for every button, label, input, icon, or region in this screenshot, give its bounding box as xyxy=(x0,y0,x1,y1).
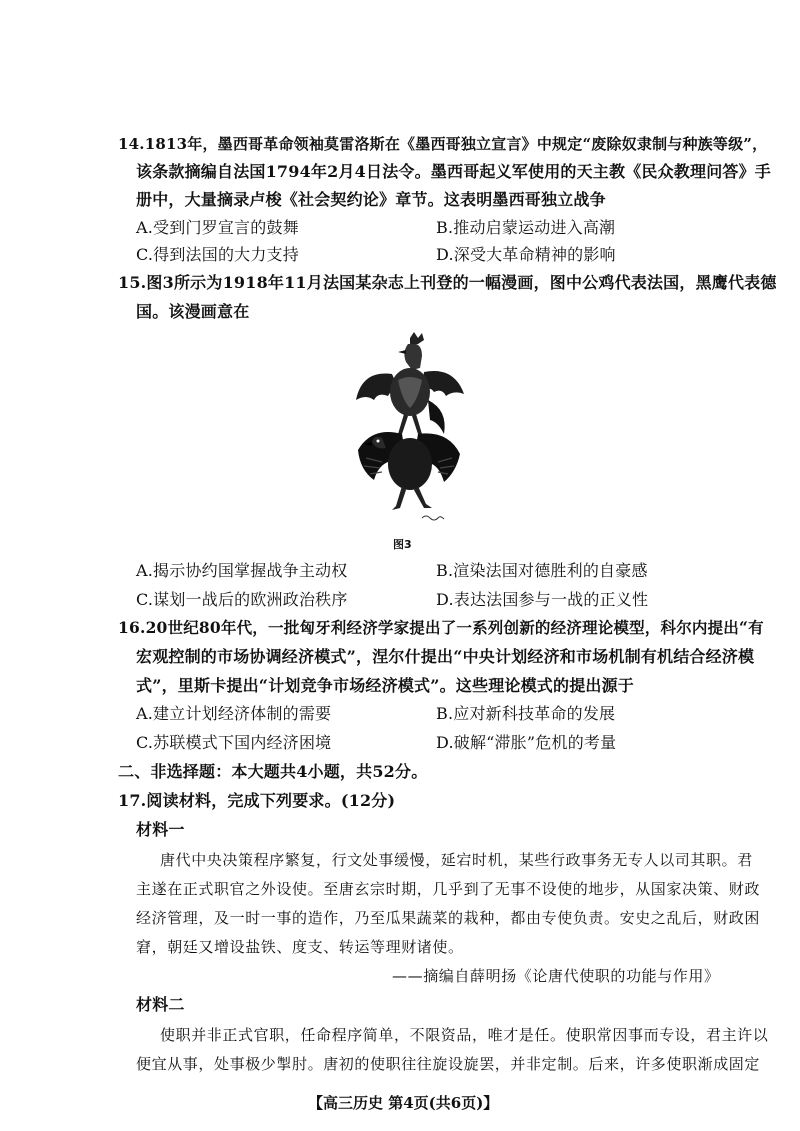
figure-caption: 图3 xyxy=(393,538,412,551)
q16-option-d: D.破解“滞胀”危机的考量 xyxy=(436,733,617,752)
material-1-title: 材料一 xyxy=(136,820,185,839)
material-2-title: 材料二 xyxy=(136,995,185,1014)
q16-stem-line-3: 式”，里斯卡提出“计划竞争市场经济模式”。这些理论模式的提出源于 xyxy=(136,676,635,695)
material-1-line-3: 经济管理，及一时一事的造作，乃至瓜果蔬菜的栽种，都由专使负责。安史之乱后，财政困 xyxy=(136,909,761,927)
rooster-eagle-cartoon xyxy=(352,330,468,530)
material-1-line-4: 窘，朝廷又增设盐铁、度支、转运等理财诸使。 xyxy=(136,938,464,956)
q14-stem-line-3: 册中，大量摘录卢梭《社会契约论》章节。这表明墨西哥独立战争 xyxy=(136,190,606,209)
q14-stem-line-2: 该条款摘编自法国1794年2月4日法令。墨西哥起义军使用的天主教《民众教理问答》手 xyxy=(136,162,771,181)
material-1-line-1: 唐代中央决策程序繁复，行文处事缓慢，延宕时机，某些行政事务无专人以司其职。君 xyxy=(160,851,753,869)
q14-option-a: A.受到门罗宣言的鼓舞 xyxy=(136,218,299,237)
q15-stem-line-1: 15.图3所示为1918年11月法国某杂志上刊登的一幅漫画，图中公鸡代表法国，黑鹰代表德 xyxy=(118,273,777,292)
q17-stem: 17.阅读材料，完成下列要求。(12分) xyxy=(118,791,396,810)
q14-option-b: B.推动启蒙运动进入高潮 xyxy=(436,218,616,237)
q14-option-c: C.得到法国的大力支持 xyxy=(136,245,299,264)
material-1-source: ——摘编自薛明扬《论唐代使职的功能与作用》 xyxy=(392,967,720,985)
material-1-line-2: 主遂在正式职官之外设使。至唐玄宗时期，几乎到了无事不设使的地步，从国家决策、财政 xyxy=(136,880,761,898)
material-2-line-1: 使职并非正式官职，任命程序简单，不限资品，唯才是任。使职常因事而专设，君主许以 xyxy=(160,1026,769,1044)
q16-option-c: C.苏联模式下国内经济困境 xyxy=(136,733,332,752)
q16-option-a: A.建立计划经济体制的需要 xyxy=(136,704,332,723)
section-2-title: 二、非选择题：本大题共4小题，共52分。 xyxy=(118,762,428,781)
q14-stem-line-1: 14.1813年，墨西哥革命领袖莫雷洛斯在《墨西哥独立宣言》中规定“废除奴隶制与种族等级”， xyxy=(118,135,768,153)
q15-option-c: C.谋划一战后的欧洲政治秩序 xyxy=(136,590,348,609)
q16-option-b: B.应对新科技革命的发展 xyxy=(436,704,616,723)
page-footer: 【高三历史 第4页(共6页)】 xyxy=(308,1094,499,1112)
q15-option-b: B.渲染法国对德胜利的自豪感 xyxy=(436,561,648,580)
q15-option-d: D.表达法国参与一战的正义性 xyxy=(436,590,649,609)
material-2-line-2: 便宜从事，处事极少掣肘。唐初的使职往往旋设旋罢，并非定制。后来，许多使职渐成固定 xyxy=(136,1055,761,1073)
q15-option-a: A.揭示协约国掌握战争主动权 xyxy=(136,561,348,580)
q16-stem-line-2: 宏观控制的市场协调经济模式”，涅尔什提出“中央计划经济和市场机制有机结合经济模 xyxy=(136,647,755,666)
q16-stem-line-1: 16.20世纪80年代，一批匈牙利经济学家提出了一系列创新的经济理论模型，科尔内提出“有 xyxy=(118,618,764,637)
q15-stem-line-2: 国。该漫画意在 xyxy=(136,302,250,321)
q14-option-d: D.深受大革命精神的影响 xyxy=(436,245,616,264)
